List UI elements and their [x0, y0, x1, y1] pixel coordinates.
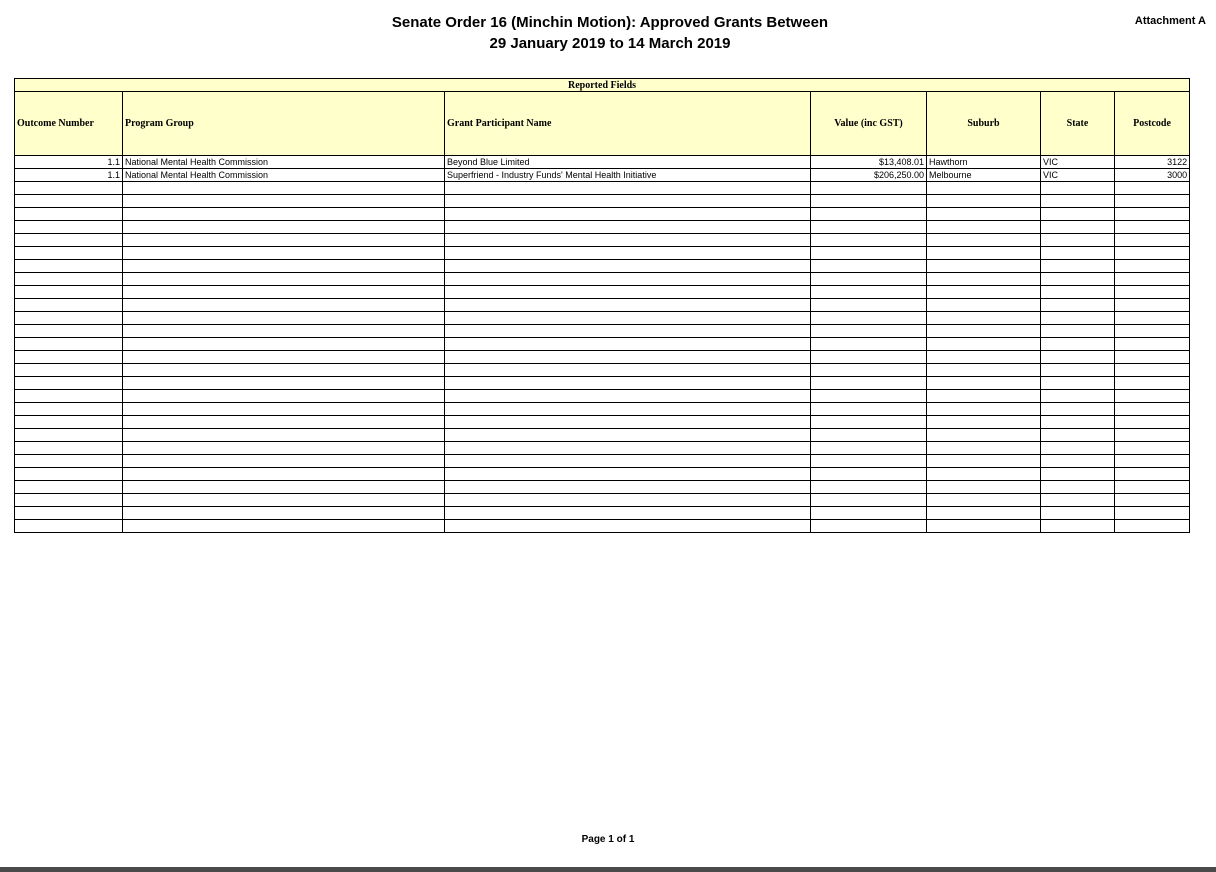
value-cell [811, 208, 927, 221]
grant-participant-cell [445, 247, 811, 260]
suburb-cell [927, 273, 1041, 286]
grant-participant-cell [445, 338, 811, 351]
suburb-cell [927, 455, 1041, 468]
table-row [15, 221, 1190, 234]
table-row [15, 429, 1190, 442]
state-cell [1041, 208, 1115, 221]
table-row [15, 156, 1190, 169]
value-cell [811, 403, 927, 416]
postcode-cell [1115, 390, 1190, 403]
grant-participant-cell [445, 494, 811, 507]
table-row [15, 247, 1190, 260]
table-row [15, 494, 1190, 507]
outcome-number-cell [15, 442, 123, 455]
state-cell [1041, 221, 1115, 234]
postcode-cell [1115, 273, 1190, 286]
program-group-cell [123, 455, 445, 468]
value-cell [811, 481, 927, 494]
grant-participant-cell [445, 442, 811, 455]
value-cell [811, 429, 927, 442]
state-cell [1041, 494, 1115, 507]
value-cell [811, 299, 927, 312]
postcode-cell [1115, 416, 1190, 429]
grant-participant-cell [445, 468, 811, 481]
value-cell [811, 195, 927, 208]
state-cell [1041, 299, 1115, 312]
value-cell [811, 507, 927, 520]
grant-participant-cell [445, 234, 811, 247]
program-group-cell [123, 195, 445, 208]
postcode-cell: 3000 [1115, 169, 1190, 182]
state-cell [1041, 247, 1115, 260]
grant-participant-cell [445, 481, 811, 494]
outcome-number-cell [15, 364, 123, 377]
program-group-cell [123, 260, 445, 273]
value-cell [811, 351, 927, 364]
grant-participant-cell [445, 520, 811, 533]
program-group-cell [123, 312, 445, 325]
suburb-cell [927, 247, 1041, 260]
postcode-cell [1115, 208, 1190, 221]
grant-participant-cell [445, 507, 811, 520]
table-row [15, 312, 1190, 325]
outcome-number-cell [15, 195, 123, 208]
table-row [15, 520, 1190, 533]
table-row [15, 182, 1190, 195]
postcode-cell [1115, 364, 1190, 377]
outcome-number-cell [15, 273, 123, 286]
state-cell [1041, 273, 1115, 286]
state-cell [1041, 377, 1115, 390]
program-group-cell [123, 507, 445, 520]
table-row [15, 377, 1190, 390]
outcome-number-cell [15, 351, 123, 364]
col-header-state: State [1041, 92, 1115, 156]
outcome-number-cell [15, 208, 123, 221]
value-cell [811, 286, 927, 299]
grant-participant-cell [445, 208, 811, 221]
outcome-number-cell: 1.1 [15, 169, 123, 182]
suburb-cell [927, 416, 1041, 429]
outcome-number-cell [15, 221, 123, 234]
attachment-label: Attachment A [1134, 15, 1206, 27]
value-cell [811, 377, 927, 390]
grant-participant-cell [445, 195, 811, 208]
outcome-number-cell [15, 468, 123, 481]
value-cell [811, 364, 927, 377]
suburb-cell [927, 364, 1041, 377]
state-cell [1041, 390, 1115, 403]
value-cell [811, 520, 927, 533]
suburb-cell [927, 299, 1041, 312]
state-cell [1041, 364, 1115, 377]
postcode-cell [1115, 481, 1190, 494]
value-cell [811, 390, 927, 403]
value-cell [811, 338, 927, 351]
program-group-cell [123, 416, 445, 429]
program-group-cell [123, 403, 445, 416]
column-header-row [15, 92, 1190, 156]
value-cell [811, 221, 927, 234]
postcode-cell [1115, 286, 1190, 299]
table-row [15, 208, 1190, 221]
suburb-cell [927, 507, 1041, 520]
postcode-cell [1115, 195, 1190, 208]
state-cell [1041, 468, 1115, 481]
postcode-cell [1115, 351, 1190, 364]
table-row [15, 169, 1190, 182]
value-cell [811, 234, 927, 247]
viewer-bottom-bar [0, 867, 1216, 872]
program-group-cell [123, 351, 445, 364]
outcome-number-cell [15, 455, 123, 468]
program-group-cell [123, 234, 445, 247]
value-cell [811, 494, 927, 507]
program-group-cell [123, 273, 445, 286]
program-group-cell [123, 325, 445, 338]
value-cell [811, 416, 927, 429]
table-row [15, 468, 1190, 481]
title-line-2: 29 January 2019 to 14 March 2019 [489, 35, 731, 52]
outcome-number-cell [15, 338, 123, 351]
grant-participant-cell [445, 182, 811, 195]
value-cell [811, 455, 927, 468]
grant-participant-cell [445, 364, 811, 377]
postcode-cell [1115, 221, 1190, 234]
suburb-cell: Melbourne [927, 169, 1041, 182]
suburb-cell [927, 208, 1041, 221]
table-row [15, 338, 1190, 351]
title-line-1: Senate Order 16 (Minchin Motion): Approved Grants Between [391, 14, 829, 31]
value-cell: $13,408.01 [811, 156, 927, 169]
outcome-number-cell [15, 416, 123, 429]
table-row [15, 325, 1190, 338]
program-group-cell [123, 182, 445, 195]
program-group-cell [123, 299, 445, 312]
outcome-number-cell: 1.1 [15, 156, 123, 169]
postcode-cell [1115, 312, 1190, 325]
outcome-number-cell [15, 507, 123, 520]
table-row [15, 234, 1190, 247]
grant-participant-cell [445, 351, 811, 364]
table-row [15, 507, 1190, 520]
postcode-cell [1115, 494, 1190, 507]
suburb-cell [927, 442, 1041, 455]
value-cell [811, 325, 927, 338]
postcode-cell [1115, 377, 1190, 390]
grant-participant-cell [445, 377, 811, 390]
group-header-row [15, 79, 1190, 92]
outcome-number-cell [15, 247, 123, 260]
program-group-cell [123, 494, 445, 507]
state-cell [1041, 234, 1115, 247]
grant-participant-cell [445, 299, 811, 312]
suburb-cell [927, 468, 1041, 481]
state-cell [1041, 455, 1115, 468]
postcode-cell [1115, 520, 1190, 533]
program-group-cell [123, 520, 445, 533]
suburb-cell [927, 234, 1041, 247]
table-row [15, 481, 1190, 494]
suburb-cell [927, 260, 1041, 273]
state-cell [1041, 442, 1115, 455]
col-header-postcode: Postcode [1115, 92, 1190, 156]
program-group-cell [123, 338, 445, 351]
table-row [15, 364, 1190, 377]
table-body [15, 156, 1190, 533]
state-cell: VIC [1041, 156, 1115, 169]
col-header-grant-participant-name: Grant Participant Name [445, 92, 811, 156]
reported-fields-header: Reported Fields [15, 79, 1190, 92]
suburb-cell [927, 377, 1041, 390]
grant-participant-cell [445, 455, 811, 468]
program-group-cell [123, 481, 445, 494]
suburb-cell [927, 429, 1041, 442]
suburb-cell [927, 325, 1041, 338]
program-group-cell [123, 286, 445, 299]
table-row [15, 455, 1190, 468]
program-group-cell [123, 468, 445, 481]
postcode-cell [1115, 260, 1190, 273]
table-row [15, 416, 1190, 429]
table-row [15, 273, 1190, 286]
postcode-cell [1115, 442, 1190, 455]
program-group-cell [123, 377, 445, 390]
col-header-value: Value (inc GST) [811, 92, 927, 156]
state-cell [1041, 325, 1115, 338]
value-cell: $206,250.00 [811, 169, 927, 182]
state-cell [1041, 520, 1115, 533]
outcome-number-cell [15, 429, 123, 442]
suburb-cell [927, 221, 1041, 234]
postcode-cell: 3122 [1115, 156, 1190, 169]
state-cell [1041, 416, 1115, 429]
grant-participant-cell [445, 312, 811, 325]
grant-participant-cell [445, 260, 811, 273]
grant-participant-cell: Beyond Blue Limited [445, 156, 811, 169]
suburb-cell [927, 520, 1041, 533]
col-header-suburb: Suburb [927, 92, 1041, 156]
postcode-cell [1115, 182, 1190, 195]
outcome-number-cell [15, 481, 123, 494]
table-row [15, 195, 1190, 208]
state-cell [1041, 260, 1115, 273]
program-group-cell [123, 221, 445, 234]
state-cell [1041, 429, 1115, 442]
program-group-cell: National Mental Health Commission [123, 169, 445, 182]
outcome-number-cell [15, 520, 123, 533]
postcode-cell [1115, 429, 1190, 442]
table-row [15, 286, 1190, 299]
value-cell [811, 273, 927, 286]
table-row [15, 260, 1190, 273]
col-header-outcome-number: Outcome Number [15, 92, 123, 156]
program-group-cell [123, 364, 445, 377]
grant-participant-cell [445, 273, 811, 286]
outcome-number-cell [15, 325, 123, 338]
postcode-cell [1115, 455, 1190, 468]
grant-participant-cell [445, 325, 811, 338]
suburb-cell [927, 338, 1041, 351]
table-row [15, 351, 1190, 364]
state-cell [1041, 481, 1115, 494]
value-cell [811, 468, 927, 481]
postcode-cell [1115, 338, 1190, 351]
suburb-cell: Hawthorn [927, 156, 1041, 169]
grant-participant-cell: Superfriend - Industry Funds' Mental Health Initiative [445, 169, 811, 182]
value-cell [811, 312, 927, 325]
suburb-cell [927, 390, 1041, 403]
grant-participant-cell [445, 286, 811, 299]
outcome-number-cell [15, 390, 123, 403]
outcome-number-cell [15, 234, 123, 247]
value-cell [811, 260, 927, 273]
postcode-cell [1115, 325, 1190, 338]
table-row [15, 299, 1190, 312]
suburb-cell [927, 403, 1041, 416]
table-row [15, 442, 1190, 455]
program-group-cell [123, 390, 445, 403]
outcome-number-cell [15, 299, 123, 312]
state-cell [1041, 195, 1115, 208]
state-cell [1041, 286, 1115, 299]
outcome-number-cell [15, 377, 123, 390]
suburb-cell [927, 494, 1041, 507]
page-title [300, 12, 920, 54]
postcode-cell [1115, 234, 1190, 247]
outcome-number-cell [15, 260, 123, 273]
table-row [15, 403, 1190, 416]
postcode-cell [1115, 468, 1190, 481]
outcome-number-cell [15, 312, 123, 325]
grant-participant-cell [445, 221, 811, 234]
program-group-cell [123, 208, 445, 221]
program-group-cell [123, 429, 445, 442]
state-cell [1041, 507, 1115, 520]
page-number: Page 1 of 1 [581, 834, 635, 845]
suburb-cell [927, 182, 1041, 195]
col-header-program-group: Program Group [123, 92, 445, 156]
value-cell [811, 247, 927, 260]
grant-participant-cell [445, 403, 811, 416]
state-cell [1041, 182, 1115, 195]
suburb-cell [927, 312, 1041, 325]
suburb-cell [927, 195, 1041, 208]
program-group-cell [123, 247, 445, 260]
program-group-cell [123, 442, 445, 455]
outcome-number-cell [15, 494, 123, 507]
grant-participant-cell [445, 416, 811, 429]
outcome-number-cell [15, 403, 123, 416]
grant-participant-cell [445, 429, 811, 442]
state-cell [1041, 312, 1115, 325]
grants-table [14, 78, 1190, 533]
outcome-number-cell [15, 286, 123, 299]
postcode-cell [1115, 247, 1190, 260]
postcode-cell [1115, 507, 1190, 520]
value-cell [811, 442, 927, 455]
state-cell: VIC [1041, 169, 1115, 182]
table-row [15, 390, 1190, 403]
grant-participant-cell [445, 390, 811, 403]
outcome-number-cell [15, 182, 123, 195]
state-cell [1041, 338, 1115, 351]
suburb-cell [927, 481, 1041, 494]
postcode-cell [1115, 299, 1190, 312]
state-cell [1041, 351, 1115, 364]
suburb-cell [927, 286, 1041, 299]
value-cell [811, 182, 927, 195]
suburb-cell [927, 351, 1041, 364]
program-group-cell: National Mental Health Commission [123, 156, 445, 169]
state-cell [1041, 403, 1115, 416]
postcode-cell [1115, 403, 1190, 416]
